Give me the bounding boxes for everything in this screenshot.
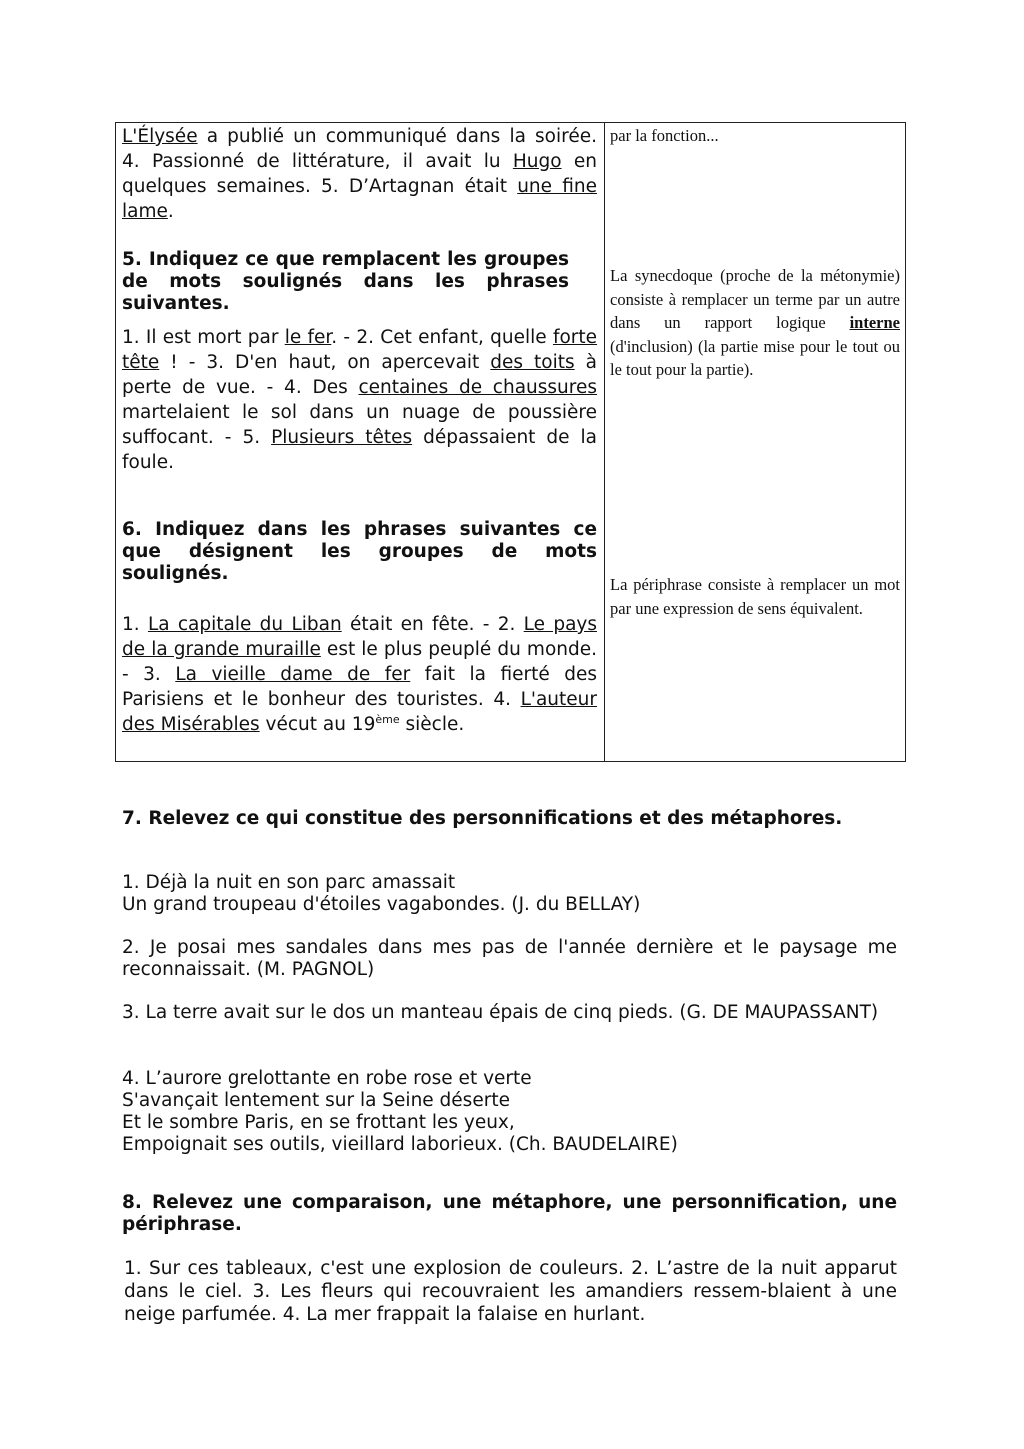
q7-item-2 [122, 937, 897, 981]
q7-item-line: Empoignait ses outils, vieillard laborieux. (Ch. BAUDELAIRE) [122, 1134, 678, 1155]
underlined-capitale-liban: La capitale du Liban [147, 614, 342, 635]
q7-title: 7. Relevez ce qui constitue des personnifications et des métaphores. [122, 808, 843, 829]
q7-item-line: S'avançait lentement sur la Seine déserte [122, 1090, 510, 1111]
underlined-le-fer: le fer [284, 327, 332, 348]
note-interne-bold: interne [849, 313, 900, 332]
q7-item-line: 4. L’aurore grelottante en robe rose et verte [122, 1068, 532, 1089]
intro-paragraph: L'Élysée a publié un communiqué dans la soirée. 4. Passionné de littérature, il avait lu Hugo en quelques semaines. 5. D’Artagnan était une fine lame. [122, 126, 597, 222]
underlined-fine-lame: une fine lame [122, 176, 597, 222]
underlined-vieille-dame-fer: La vieille dame de fer [175, 664, 411, 685]
q7-item-line: Et le sombre Paris, en se frottant les yeux, [122, 1112, 515, 1133]
underlined-plusieurs-tetes: Plusieurs têtes [271, 427, 413, 448]
underlined-forte-tete: forte tête [122, 327, 598, 373]
q5-text: 1. Il est mort par le fer. - 2. Cet enfant, quelle forte tête ! - 3. D'en haut, on apercevait des toits à perte de vue. - 4. Des centaines de chaussures martelaient le sol dans un nuage de poussière suffocant. - 5. Plusieurs têtes dépassaient de la foule. [122, 327, 598, 473]
underlined-hugo: Hugo [512, 151, 562, 172]
note-par-la-fonction: par la fonction... [610, 126, 719, 145]
q7-item-1 [122, 872, 897, 916]
q7-item-line: 1. Déjà la nuit en son parc amassait [122, 872, 456, 893]
note-periphrase: La périphrase consiste à remplacer un mot par une expression de sens équivalent. [610, 575, 900, 618]
q7-item-line: 3. La terre avait sur le dos un manteau épais de cinq pieds. (G. DE MAUPASSANT) [122, 1002, 879, 1023]
q7-item-4 [122, 1068, 897, 1156]
q7-item-line: Un grand troupeau d'étoiles vagabondes. (J. du BELLAY) [122, 894, 641, 915]
q6-title: 6. Indiquez dans les phrases suivantes ce que désignent les groupes de mots soulignés. [122, 519, 597, 584]
note-synecdoque: La synecdoque (proche de la métonymie) consiste à remplacer un terme par un autre dans un rapport logique interne (d'inclusion) (la partie mise pour le tout ou le tout pour la partie). [610, 266, 900, 379]
q6-text: 1. La capitale du Liban était en fête. - 2. Le pays de la grande muraille est le plus peuplé du monde. - 3. La vieille dame de fer fait la fierté des Parisiens et le bonheur des touristes. 4. L'auteur des Misérables vécut au 19ème siècle. [122, 614, 598, 735]
q7-item-3 [122, 1002, 897, 1024]
q7-item-line: 2. Je posai mes sandales dans mes pas de l'année dernière et le paysage me reconnaissait. (M. PAGNOL) [122, 937, 897, 980]
q8-text: 1. Sur ces tableaux, c'est une explosion de couleurs. 2. L’astre de la nuit apparut dans le ciel. 3. Les fleurs qui recouvraient les amandiers ressem-blaient à une neige parfumée. 4. La mer frappait la falaise en hurlant. [124, 1258, 897, 1325]
underlined-centaines-chaussures: centaines de chaussures [358, 377, 597, 398]
q8-title: 8. Relevez une comparaison, une métaphore, une personnification, une périphrase. [122, 1192, 897, 1235]
underlined-auteur-miserables: L'auteur des Misérables [122, 689, 597, 735]
underlined-des-toits: des toits [490, 352, 575, 373]
underlined-elysee: L'Élysée [122, 126, 198, 147]
q5-title: 5. Indiquez ce que remplacent les groupes de mots soulignés dans les phrases suivantes. [122, 249, 569, 314]
table-column-divider [604, 122, 605, 762]
underlined-pays-grande-muraille: Le pays de la grande muraille [122, 614, 597, 660]
